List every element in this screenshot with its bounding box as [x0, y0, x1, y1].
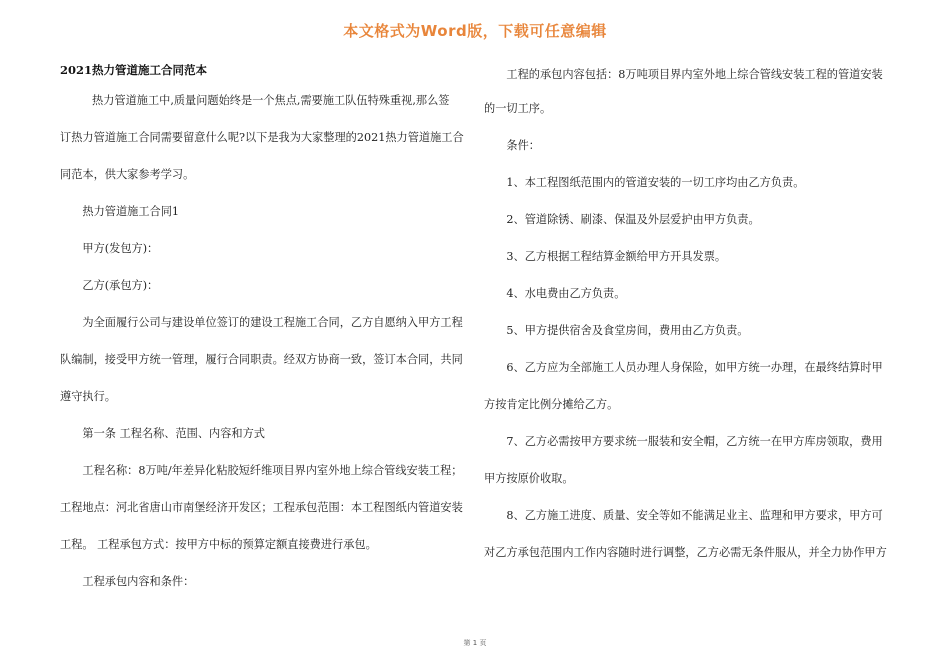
- body-line: 工程。 工程承包方式：按甲方中标的预算定额直接费进行承包。: [60, 538, 377, 551]
- party-b-line: 乙方(承包方)：: [82, 279, 159, 292]
- condition-item: 3、乙方根据工程结算金额给甲方开具发票。: [506, 250, 727, 263]
- condition-item: 1、本工程图纸范围内的管道安装的一切工序均由乙方负责。: [506, 176, 805, 189]
- body-line: 工程名称：8万吨/年差异化粘胶短纤维项目界内室外地上综合管线安装工程；: [82, 464, 463, 477]
- condition-item: 对乙方承包范围内工作内容随时进行调整，乙方必需无条件服从，并全力协作甲方: [484, 546, 887, 559]
- party-a-line: 甲方(发包方)：: [82, 242, 159, 255]
- body-line: 队编制，接受甲方统一管理，履行合同职责。经双方协商一致，签订本合同，共同: [60, 353, 463, 366]
- condition-item: 6、乙方应为全部施工人员办理人身保险，如甲方统一办理，在最终结算时甲: [506, 361, 883, 374]
- body-line: 的一切工序。: [484, 102, 552, 115]
- intro-line: 订热力管道施工合同需要留意什么呢?以下是我为大家整理的2021热力管道施工合: [60, 131, 464, 144]
- intro-paragraph: [60, 82, 468, 193]
- article-heading: 第一条 工程名称、范围、内容和方式: [82, 427, 265, 440]
- contract-heading: 热力管道施工合同1: [82, 205, 180, 218]
- page-number: 第 1 页: [463, 639, 487, 647]
- body-line: 为全面履行公司与建设单位签订的建设工程施工合同，乙方自愿纳入甲方工程: [82, 316, 463, 329]
- word-format-banner: 本文格式为Word版，下载可任意编辑: [343, 22, 607, 40]
- left-column: [60, 60, 468, 600]
- intro-line: 热力管道施工中,质量问题始终是一个焦点,需要施工队伍特殊重视,那么签: [92, 94, 450, 107]
- conditions-heading: 条件：: [506, 139, 540, 152]
- condition-item: 7、乙方必需按甲方要求统一服装和安全帽，乙方统一在甲方库房领取，费用: [506, 435, 883, 448]
- document-title: 2021热力管道施工合同范本: [60, 63, 208, 77]
- right-column: [484, 60, 894, 571]
- condition-item: 方按肯定比例分摊给乙方。: [484, 398, 619, 411]
- body-line: 工程承包内容和条件：: [82, 575, 195, 588]
- condition-item: 5、甲方提供宿舍及食堂房间，费用由乙方负责。: [506, 324, 749, 337]
- body-line: 工程的承包内容包括：8万吨项目界内室外地上综合管线安装工程的管道安装: [506, 68, 883, 81]
- condition-item: 2、管道除锈、刷漆、保温及外层爱护由甲方负责。: [506, 213, 760, 226]
- condition-item: 4、水电费由乙方负责。: [506, 287, 626, 300]
- intro-line: 同范本，供大家参考学习。: [60, 168, 195, 181]
- body-line: 遵守执行。: [60, 390, 116, 403]
- body-line: 工程地点：河北省唐山市南堡经济开发区；工程承包范围：本工程图纸内管道安装: [60, 501, 463, 514]
- condition-item: 8、乙方施工进度、质量、安全等如不能满足业主、监理和甲方要求，甲方可: [506, 509, 883, 522]
- condition-item: 甲方按原价收取。: [484, 472, 574, 485]
